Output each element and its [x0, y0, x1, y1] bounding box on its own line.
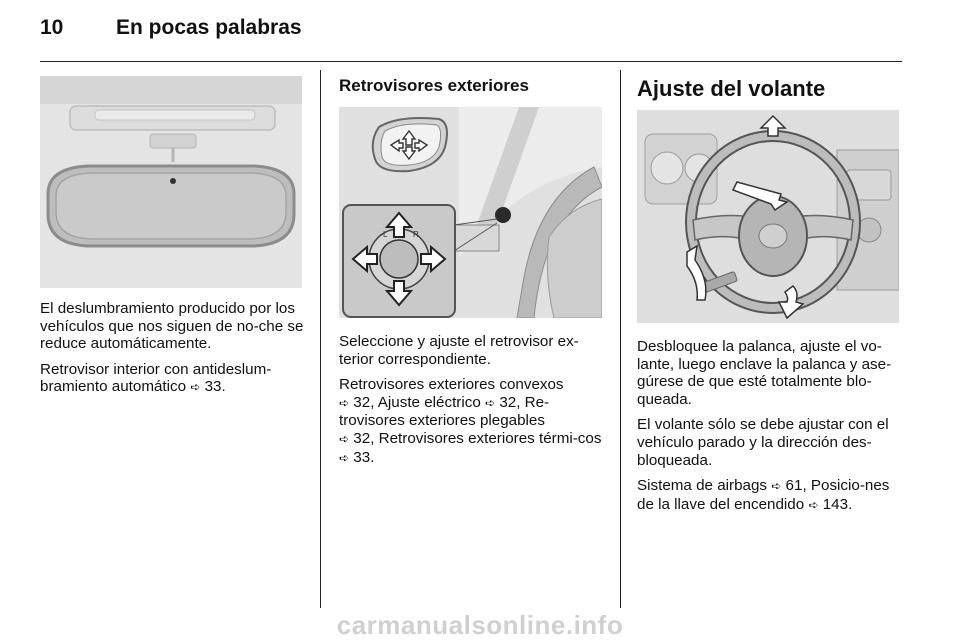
page-ref-icon: ➪ [339, 395, 350, 410]
column2-text [339, 333, 609, 475]
column3-paragraph-3: Sistema de airbags ➪ 61, Posicio-nes de la llave del encendido ➪ 143. [637, 477, 890, 513]
exterior-mirror-figure [339, 107, 602, 318]
page-title: En pocas palabras [116, 16, 302, 39]
column1-paragraph-2: Retrovisor interior con antideslum-bramiento automático ➪ 33. [40, 360, 272, 396]
page-ref-icon: ➪ [485, 395, 496, 410]
column1-paragraph-1: El deslumbramiento producido por los vehículos que nos siguen de no-che se reduce automáticamente. [40, 300, 304, 353]
watermark-text: carmanualsonline.info [336, 610, 624, 640]
header-divider [40, 61, 902, 62]
column-divider-1 [320, 70, 321, 608]
column3-paragraph-2: El volante sólo se debe ajustar con el vehículo parado y la dirección des-bloqueada. [637, 416, 889, 469]
section-heading-mirrors: Retrovisores exteriores [339, 76, 529, 95]
section-heading-steering: Ajuste del volante [637, 76, 826, 101]
column1-text [40, 300, 310, 405]
page-ref-icon: ➪ [339, 431, 350, 446]
column2-paragraph-2: Retrovisores exteriores convexos ➪ 32, Ajuste eléctrico ➪ 32, Re-trovisores exteriores plegables ➪ 32, Retrovisores exteriores térmi-cos ➪ 33. [339, 376, 602, 466]
page-ref-icon: ➪ [339, 450, 350, 465]
page-ref-icon: ➪ [808, 497, 819, 512]
svg-text:L: L [383, 230, 388, 239]
rearview-mirror-figure [40, 76, 302, 288]
svg-text:R: R [413, 230, 419, 239]
column3-text [637, 338, 905, 522]
page-number: 10 [40, 16, 64, 39]
column2-paragraph-1: Seleccione y ajuste el retrovisor ex-terior correspondiente. [339, 333, 579, 368]
column3-paragraph-1: Desbloquee la palanca, ajuste el vo-lante, luego enclave la palanca y ase-gúrese de que esté totalmente blo-queada. [637, 338, 892, 408]
column-divider-2 [620, 70, 621, 608]
page-ref-icon: ➪ [190, 380, 201, 395]
steering-wheel-figure [637, 110, 899, 323]
page-ref-icon: ➪ [771, 479, 782, 494]
